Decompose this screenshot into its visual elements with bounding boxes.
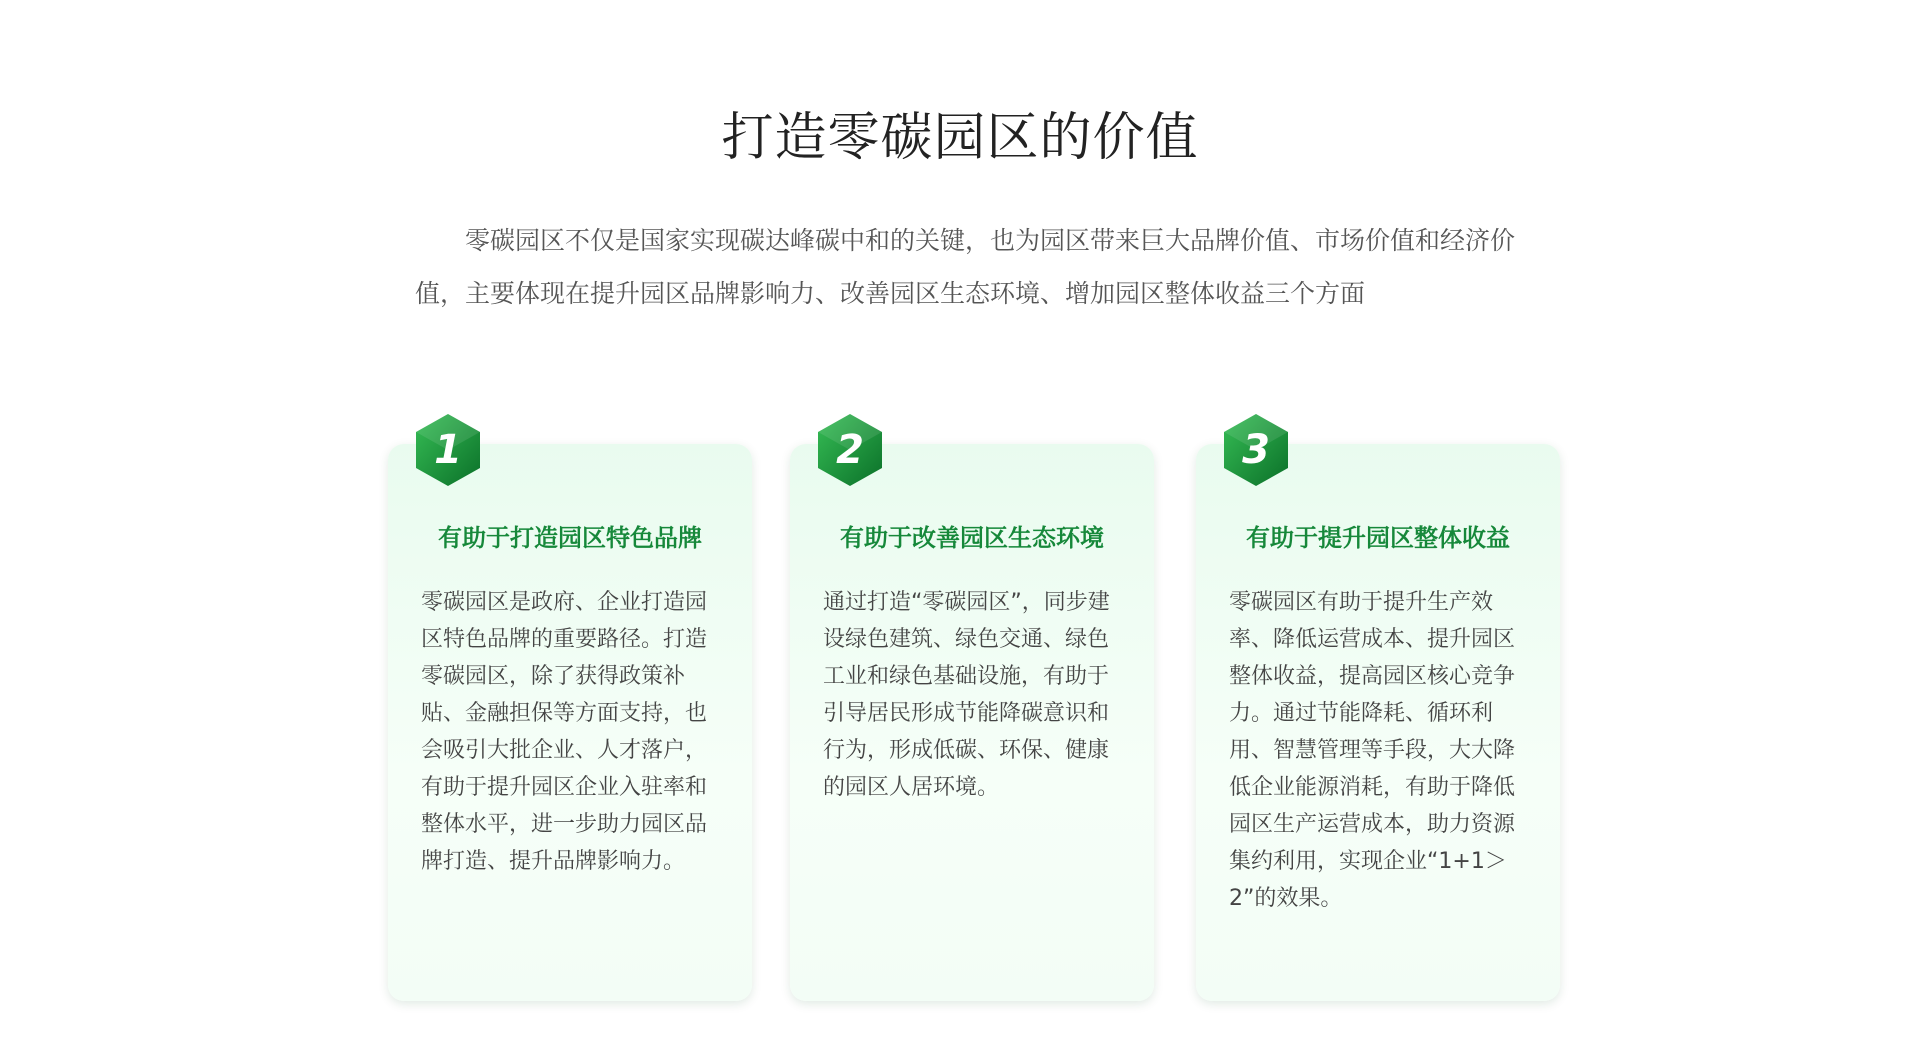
section-title: 打造零碳园区的价值 [721,108,1199,168]
card-title: 有助于改善园区生态环境 [840,524,1104,552]
card-number: 2 [836,427,864,473]
hexagon-badge-icon [818,414,882,486]
card-description: 零碳园区有助于提升生产效率、降低运营成本、提升园区整体收益，提高园区核心竞争力。通过节能降耗、循环利用、智慧管理等手段，大大降低企业能源消耗，有助于降低园区生产运营成本，助力资源集约利用，实现企业“1+1＞2”的效果。 [1229,590,1516,911]
section-intro: 零碳园区不仅是国家实现碳达峰碳中和的关键，也为园区带来巨大品牌价值、市场价值和经济价值，主要体现在提升园区品牌影响力、改善园区生态环境、增加园区整体收益三个方面 [415,226,1516,308]
value-card-environment [790,427,1154,1001]
card-description: 零碳园区是政府、企业打造园区特色品牌的重要路径。打造零碳园区，除了获得政策补贴、金融担保等方面支持，也会吸引大批企业、人才落户，有助于提升园区企业入驻率和整体水平，进一步助力园区品牌打造、提升品牌影响力。 [421,590,708,874]
card-number: 3 [1242,427,1270,473]
hexagon-badge-icon [416,414,480,486]
value-card-brand [388,427,752,1001]
hexagon-badge-icon [1224,414,1288,486]
card-description: 通过打造“零碳园区”，同步建设绿色建筑、绿色交通、绿色工业和绿色基础设施，有助于引导居民形成节能降碳意识和行为，形成低碳、环保、健康的园区人居环境。 [823,590,1110,800]
card-title: 有助于打造园区特色品牌 [438,524,702,552]
card-title: 有助于提升园区整体收益 [1246,524,1510,552]
value-card-revenue [1196,427,1560,1001]
card-number: 1 [434,427,462,473]
